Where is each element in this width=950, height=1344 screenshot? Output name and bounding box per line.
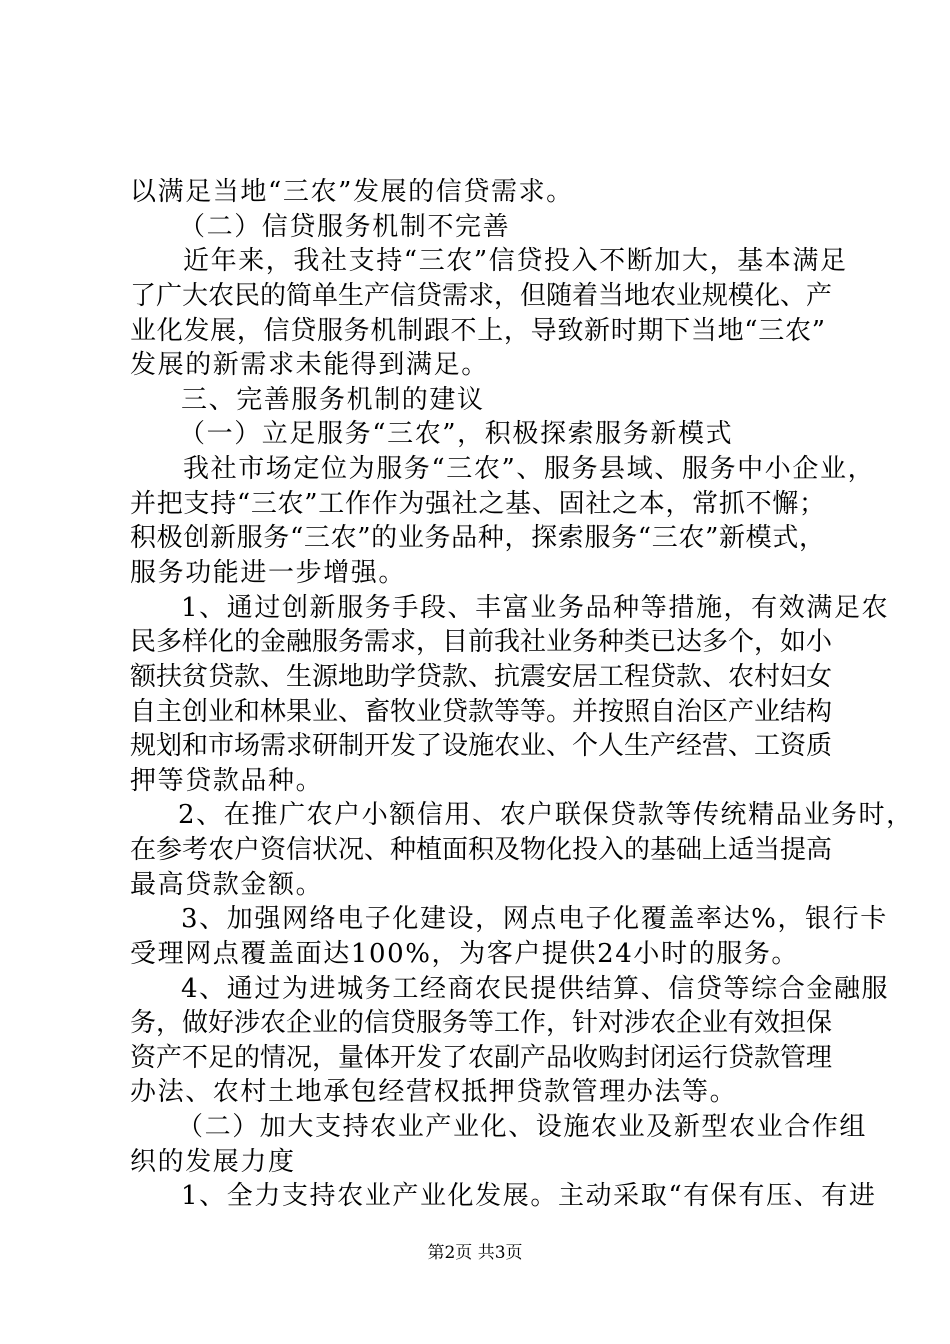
text-line: 近年来，我社支持“三农”信贷投入不断加大，基本满足 bbox=[183, 246, 848, 277]
text-line: 业化发展，信贷服务机制跟不上，导致新时期下当地“三农” bbox=[130, 315, 825, 346]
text-line: 2、在推广农户小额信用、农户联保贷款等传统精品业务时， bbox=[178, 800, 914, 831]
page-number-footer: 第2页 共3页 bbox=[427, 1243, 523, 1263]
text-line: 资产不足的情况，量体开发了农副产品收购封闭运行贷款管理 bbox=[130, 1042, 833, 1073]
text-line: 押等贷款品种。 bbox=[130, 765, 324, 796]
text-line: 额扶贫贷款、生源地助学贷款、抗震安居工程贷款、农村妇女 bbox=[130, 661, 833, 692]
section-heading: 三、完善服务机制的建议 bbox=[181, 384, 485, 415]
text-line: 受理网点覆盖面达100%，为客户提供24小时的服务。 bbox=[130, 938, 800, 969]
text-line: 1、通过创新服务手段、丰富业务品种等措施，有效满足农 bbox=[181, 592, 890, 623]
text-line: 发展的新需求未能得到满足。 bbox=[130, 350, 489, 381]
text-line: 规划和市场需求研制开发了设施农业、个人生产经营、工资质 bbox=[130, 731, 833, 762]
text-line: 民多样化的金融服务需求，目前我社业务种类已达多个，如小 bbox=[130, 627, 833, 658]
text-line: 服务功能进一步增强。 bbox=[130, 557, 407, 588]
text-line: 织的发展力度 bbox=[130, 1146, 296, 1177]
text-line: 了广大农民的简单生产信贷需求，但随着当地农业规模化、产 bbox=[130, 280, 833, 311]
section-heading: （一）立足服务“三农”，积极探索服务新模式 bbox=[179, 419, 734, 450]
text-line: 最高贷款金额。 bbox=[130, 869, 324, 900]
text-line: 3、加强网络电子化建设，网点电子化覆盖率达%，银行卡 bbox=[181, 904, 888, 935]
text-line: 以满足当地“三农”发展的信贷需求。 bbox=[130, 177, 574, 207]
text-line: 我社市场定位为服务“三农”、服务县域、服务中小企业， bbox=[183, 454, 876, 484]
section-heading: （二）信贷服务机制不完善 bbox=[179, 211, 511, 242]
text-line: 在参考农户资信状况、种植面积及物化投入的基础上适当提高 bbox=[130, 835, 833, 865]
text-line: 并把支持“三农”工作作为强社之基、固社之本，常抓不懈； bbox=[130, 488, 825, 519]
section-heading: （二）加大支持农业产业化、设施农业及新型农业合作组 bbox=[177, 1112, 868, 1142]
text-line: 1、全力支持农业产业化发展。主动采取“有保有压、有进 bbox=[181, 1181, 877, 1212]
text-line: 积极创新服务“三农”的业务品种，探索服务“三农”新模式， bbox=[130, 523, 825, 554]
text-line: 办法、农村土地承包经营权抵押贷款管理办法等。 bbox=[130, 1077, 738, 1108]
text-line: 自主创业和林果业、畜牧业贷款等等。并按照自治区产业结构 bbox=[130, 696, 833, 727]
text-line: 务，做好涉农企业的信贷服务等工作，针对涉农企业有效担保 bbox=[130, 1008, 833, 1039]
text-line: 4、通过为进城务工经商农民提供结算、信贷等综合金融服 bbox=[181, 973, 890, 1004]
